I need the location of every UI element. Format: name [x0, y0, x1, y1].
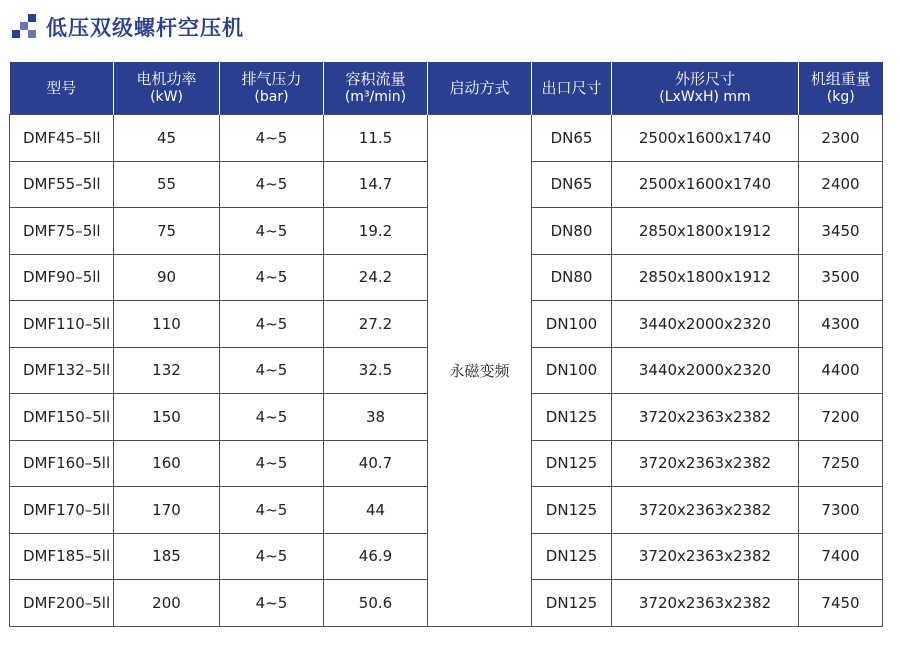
cell-power: 150	[114, 394, 220, 441]
cell-power: 55	[114, 161, 220, 208]
cell-flow: 24.2	[324, 254, 428, 301]
cell-dims: 2500x1600x1740	[612, 161, 799, 208]
cell-outlet: DN125	[532, 394, 612, 441]
cell-flow: 40.7	[324, 440, 428, 487]
cell-pressure: 4~5	[220, 347, 324, 394]
cell-flow: 14.7	[324, 161, 428, 208]
cell-model: DMF160–5ll	[10, 440, 114, 487]
cell-model: DMF170–5ll	[10, 487, 114, 534]
page-title: 低压双级螺杆空压机	[46, 16, 244, 40]
cell-power: 170	[114, 487, 220, 534]
cell-dims: 2850x1800x1912	[612, 208, 799, 255]
cell-outlet: DN80	[532, 254, 612, 301]
cell-pressure: 4~5	[220, 161, 324, 208]
cell-power: 132	[114, 347, 220, 394]
cell-outlet: DN125	[532, 533, 612, 580]
cell-outlet: DN65	[532, 161, 612, 208]
cell-outlet: DN80	[532, 208, 612, 255]
col-header-weight: 机组重量 (kg)	[799, 62, 883, 115]
cell-pressure: 4~5	[220, 394, 324, 441]
cell-pressure: 4~5	[220, 115, 324, 162]
cell-flow: 44	[324, 487, 428, 534]
title-row	[12, 10, 244, 44]
cell-dims: 2850x1800x1912	[612, 254, 799, 301]
cell-weight: 7200	[799, 394, 883, 441]
col-header-start: 启动方式	[428, 62, 532, 115]
cell-model: DMF150–5ll	[10, 394, 114, 441]
cell-weight: 2300	[799, 115, 883, 162]
cell-start-method: 永磁变频	[428, 115, 532, 627]
spec-table	[9, 62, 883, 627]
table-header-row	[10, 62, 883, 115]
cell-flow: 38	[324, 394, 428, 441]
cell-pressure: 4~5	[220, 208, 324, 255]
cell-power: 200	[114, 580, 220, 627]
cell-weight: 3450	[799, 208, 883, 255]
cell-outlet: DN100	[532, 301, 612, 348]
cell-weight: 7450	[799, 580, 883, 627]
cell-model: DMF75–5ll	[10, 208, 114, 255]
cell-pressure: 4~5	[220, 301, 324, 348]
cell-dims: 3720x2363x2382	[612, 394, 799, 441]
cell-outlet: DN125	[532, 440, 612, 487]
cell-model: DMF110–5ll	[10, 301, 114, 348]
cell-power: 90	[114, 254, 220, 301]
cell-weight: 7400	[799, 533, 883, 580]
cell-outlet: DN100	[532, 347, 612, 394]
col-header-pressure: 排气压力 (bar)	[220, 62, 324, 115]
cell-dims: 2500x1600x1740	[612, 115, 799, 162]
cell-power: 160	[114, 440, 220, 487]
cell-pressure: 4~5	[220, 487, 324, 534]
col-header-model: 型号	[10, 62, 114, 115]
cell-model: DMF200–5ll	[10, 580, 114, 627]
table-row	[10, 115, 883, 162]
cell-dims: 3720x2363x2382	[612, 580, 799, 627]
cell-flow: 50.6	[324, 580, 428, 627]
cell-flow: 19.2	[324, 208, 428, 255]
cell-weight: 4400	[799, 347, 883, 394]
cell-outlet: DN125	[532, 580, 612, 627]
cell-pressure: 4~5	[220, 580, 324, 627]
cell-dims: 3440x2000x2320	[612, 301, 799, 348]
cell-dims: 3720x2363x2382	[612, 533, 799, 580]
cell-flow: 27.2	[324, 301, 428, 348]
cell-pressure: 4~5	[220, 533, 324, 580]
col-header-flow: 容积流量 (m³/min)	[324, 62, 428, 115]
cell-weight: 3500	[799, 254, 883, 301]
cell-power: 45	[114, 115, 220, 162]
cell-dims: 3440x2000x2320	[612, 347, 799, 394]
cell-model: DMF185–5ll	[10, 533, 114, 580]
cell-pressure: 4~5	[220, 440, 324, 487]
cell-flow: 11.5	[324, 115, 428, 162]
cell-power: 75	[114, 208, 220, 255]
cell-weight: 2400	[799, 161, 883, 208]
cell-model: DMF45–5ll	[10, 115, 114, 162]
cell-weight: 7300	[799, 487, 883, 534]
cell-weight: 7250	[799, 440, 883, 487]
col-header-dims: 外形尺寸 (LxWxH) mm	[612, 62, 799, 115]
cell-power: 110	[114, 301, 220, 348]
logo-icon	[12, 14, 38, 40]
cell-dims: 3720x2363x2382	[612, 487, 799, 534]
cell-flow: 32.5	[324, 347, 428, 394]
cell-model: DMF132–5ll	[10, 347, 114, 394]
col-header-outlet: 出口尺寸	[532, 62, 612, 115]
cell-pressure: 4~5	[220, 254, 324, 301]
col-header-power: 电机功率 (kW)	[114, 62, 220, 115]
cell-dims: 3720x2363x2382	[612, 440, 799, 487]
cell-outlet: DN125	[532, 487, 612, 534]
cell-outlet: DN65	[532, 115, 612, 162]
cell-weight: 4300	[799, 301, 883, 348]
cell-model: DMF55–5ll	[10, 161, 114, 208]
cell-flow: 46.9	[324, 533, 428, 580]
cell-model: DMF90–5ll	[10, 254, 114, 301]
cell-power: 185	[114, 533, 220, 580]
